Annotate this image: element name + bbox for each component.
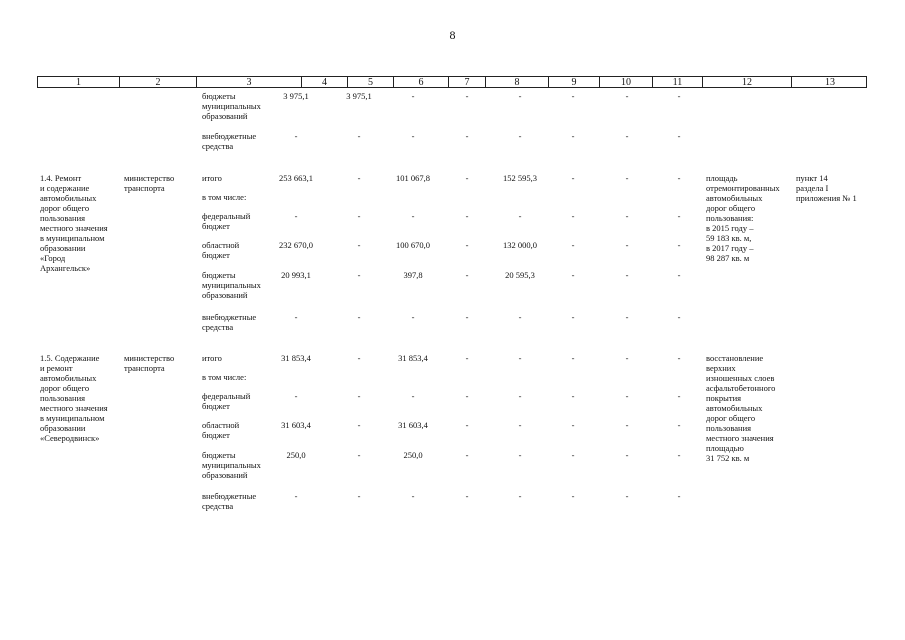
table-cell: -: [294, 312, 298, 322]
table-cell: -: [294, 491, 298, 501]
table-cell: -: [677, 491, 681, 501]
table-cell: -: [518, 420, 522, 430]
table-cell: -: [571, 491, 575, 501]
table-cell: -: [518, 391, 522, 401]
table-cell: -: [571, 240, 575, 250]
table-cell: -: [571, 450, 575, 460]
table-cell: -: [625, 131, 629, 141]
table-cell: -: [357, 211, 361, 221]
table-cell: -: [625, 173, 629, 183]
table-cell: 31 853,4: [281, 353, 311, 363]
table-cell: -: [411, 312, 415, 322]
table-cell: -: [518, 211, 522, 221]
table-cell: 31 603,4: [398, 420, 428, 430]
table-cell: -: [411, 491, 415, 501]
table-cell: -: [677, 420, 681, 430]
table-cell: -: [518, 353, 522, 363]
table-cell: -: [625, 491, 629, 501]
table-cell: -: [571, 353, 575, 363]
row-label: бюджеты муниципальных образований: [202, 91, 261, 121]
table-cell: -: [357, 173, 361, 183]
table-cell: 3 975,1: [346, 91, 372, 101]
executor: министерство транспорта: [124, 173, 175, 193]
table-cell: -: [357, 420, 361, 430]
table-cell: 250,0: [403, 450, 423, 460]
table-cell: -: [677, 173, 681, 183]
table-cell: -: [357, 391, 361, 401]
table-cell: -: [677, 240, 681, 250]
header-col-2: 2: [120, 77, 197, 87]
header-col-12: 12: [703, 77, 792, 87]
header-col-6: 6: [394, 77, 449, 87]
table-cell: 20 993,1: [281, 270, 311, 280]
table-cell: -: [677, 131, 681, 141]
header-col-8: 8: [486, 77, 549, 87]
table-cell: -: [357, 131, 361, 141]
table-cell: -: [625, 211, 629, 221]
table-cell: -: [518, 491, 522, 501]
table-cell: 253 663,1: [279, 173, 313, 183]
table-cell: -: [411, 211, 415, 221]
table-cell: -: [411, 131, 415, 141]
table-cell: -: [677, 353, 681, 363]
row-label: областной бюджет: [202, 420, 240, 440]
table-cell: -: [465, 240, 469, 250]
executor: министерство транспорта: [124, 353, 175, 373]
table-cell: 232 670,0: [279, 240, 313, 250]
header-col-13: 13: [825, 77, 835, 88]
row-label: областной бюджет: [202, 240, 240, 260]
table-cell: -: [625, 240, 629, 250]
row-label: в том числе:: [202, 372, 247, 382]
table-cell: -: [465, 211, 469, 221]
table-cell: -: [357, 312, 361, 322]
table-cell: -: [625, 353, 629, 363]
header-col-4: 4: [302, 77, 348, 87]
table-cell: -: [571, 173, 575, 183]
table-cell: -: [518, 131, 522, 141]
table-cell: -: [465, 91, 469, 101]
table-cell: 132 000,0: [503, 240, 537, 250]
table-cell: -: [465, 391, 469, 401]
table-cell: -: [294, 211, 298, 221]
row-label: итого: [202, 353, 222, 363]
table-cell: -: [571, 391, 575, 401]
table-cell: -: [465, 450, 469, 460]
row-label: итого: [202, 173, 222, 183]
table-cell: -: [677, 91, 681, 101]
table-cell: 152 595,3: [503, 173, 537, 183]
table-cell: -: [357, 353, 361, 363]
table-cell: 3 975,1: [283, 91, 309, 101]
table-cell: -: [571, 131, 575, 141]
table-cell: -: [571, 211, 575, 221]
table-cell: -: [677, 312, 681, 322]
item-name: 1.4. Ремонт и содержание автомобильных дорог общего пользования местного значения в муниципальном образовании «Город Архангельск»: [40, 173, 108, 273]
table-cell: 397,8: [403, 270, 423, 280]
table-cell: -: [571, 91, 575, 101]
table-cell: -: [465, 491, 469, 501]
header-col-10: 10: [600, 77, 653, 87]
table-cell: -: [465, 131, 469, 141]
page-number: 8: [449, 28, 456, 42]
row-label: внебюджетные средства: [202, 312, 257, 332]
header-col-7: 7: [449, 77, 486, 87]
table-cell: 101 067,8: [396, 173, 430, 183]
table-cell: -: [571, 420, 575, 430]
row-label: в том числе:: [202, 192, 247, 202]
header-col-3: 3: [197, 77, 302, 87]
header-col-9: 9: [549, 77, 600, 87]
row-label: внебюджетные средства: [202, 131, 257, 151]
header-col-5: 5: [348, 77, 394, 87]
header-col-11: 11: [653, 77, 703, 87]
item-name: 1.5. Содержание и ремонт автомобильных дорог общего пользования местного значения в муниципальном образовании «Северодвинск»: [40, 353, 108, 443]
reference-text: пункт 14 раздела I приложения № 1: [796, 173, 857, 203]
table-cell: -: [357, 491, 361, 501]
table-cell: -: [571, 312, 575, 322]
table-cell: -: [625, 312, 629, 322]
table-cell: -: [677, 211, 681, 221]
table-cell: -: [294, 131, 298, 141]
table-cell: 31 853,4: [398, 353, 428, 363]
table-cell: -: [677, 450, 681, 460]
table-cell: -: [411, 91, 415, 101]
table-cell: -: [518, 91, 522, 101]
table-cell: -: [625, 391, 629, 401]
table-cell: -: [625, 91, 629, 101]
table-cell: -: [518, 312, 522, 322]
row-label: бюджеты муниципальных образований: [202, 270, 261, 300]
row-label: федеральный бюджет: [202, 211, 251, 231]
row-label: бюджеты муниципальных образований: [202, 450, 261, 480]
table-cell: 100 670,0: [396, 240, 430, 250]
table-cell: -: [465, 270, 469, 280]
table-cell: 31 603,4: [281, 420, 311, 430]
table-cell: -: [465, 353, 469, 363]
header-col-1: 1: [38, 77, 120, 87]
table-cell: -: [518, 450, 522, 460]
table-header: [37, 76, 867, 88]
table-cell: -: [411, 391, 415, 401]
table-cell: -: [677, 270, 681, 280]
table-cell: 20 595,3: [505, 270, 535, 280]
result-text: восстановление верхних изношенных слоев асфальтобетонного покрытия автомобильных дорог общего пользования местного значения площадью 31 752 кв. м: [706, 353, 776, 463]
table-cell: -: [625, 420, 629, 430]
table-cell: -: [357, 240, 361, 250]
table-cell: -: [465, 312, 469, 322]
table-cell: 250,0: [286, 450, 306, 460]
row-label: внебюджетные средства: [202, 491, 257, 511]
table-cell: -: [357, 270, 361, 280]
table-cell: -: [625, 270, 629, 280]
table-cell: -: [625, 450, 629, 460]
table-cell: -: [571, 270, 575, 280]
table-cell: -: [465, 420, 469, 430]
row-label: федеральный бюджет: [202, 391, 251, 411]
table-cell: -: [677, 391, 681, 401]
table-cell: -: [357, 450, 361, 460]
result-text: площадь отремонтированных автомобильных дорог общего пользования: в 2015 году – 59 183 кв. м, в 2017 году – 98 287 кв. м: [706, 173, 780, 263]
table-cell: -: [465, 173, 469, 183]
table-cell: -: [294, 391, 298, 401]
